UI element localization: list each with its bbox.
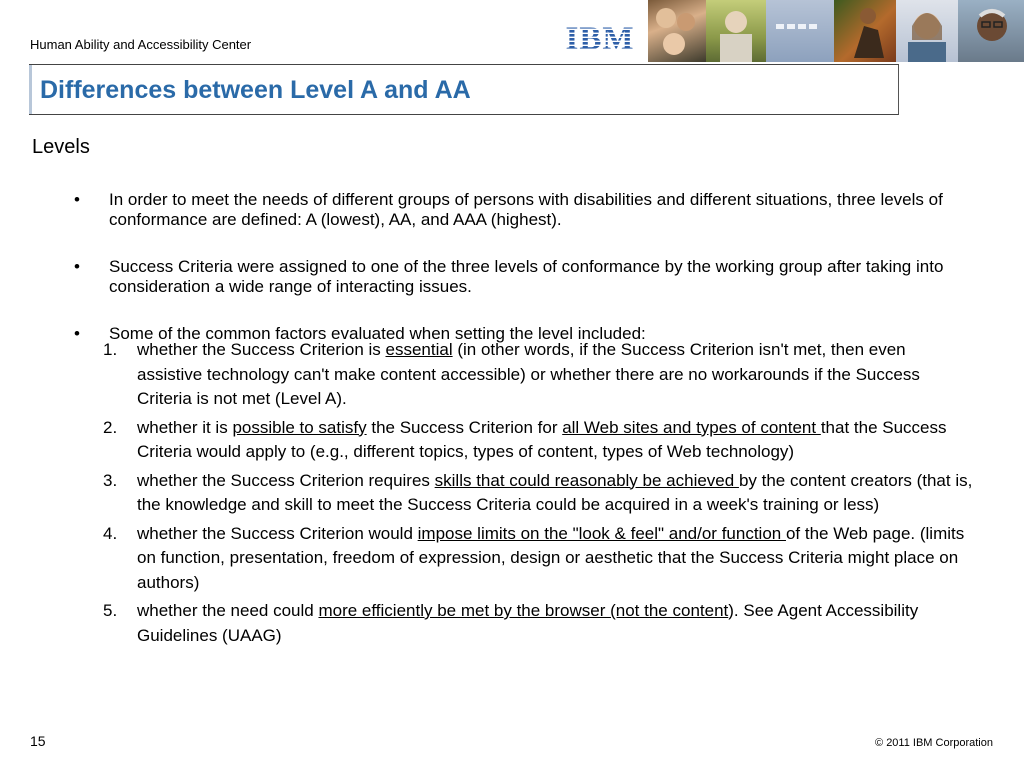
factor-emphasis: possible to satisfy (232, 417, 367, 437)
factor-list (74, 338, 974, 648)
factor-item (74, 338, 974, 412)
factor-text: the Success Criterion for (366, 417, 563, 437)
section-heading: Levels (32, 136, 90, 158)
factor-text: whether the Success Criterion requires (137, 470, 435, 490)
page-title: Differences between Level A and AA (40, 76, 471, 104)
bullet-text: Success Criteria were assigned to one of the three levels of conformance by the working group after taking into consideration a wide range of interacting issues. (109, 257, 944, 296)
factor-number: 4. (103, 523, 118, 543)
factor-item (74, 522, 974, 596)
bullet-icon: • (74, 190, 80, 209)
title-box (29, 64, 899, 115)
photo-athlete (834, 0, 896, 62)
factor-emphasis: skills that could reasonably be achieved (434, 470, 739, 490)
photo-elderly-man-glasses (958, 0, 1024, 62)
page-number: 15 (30, 733, 46, 749)
bullet-item (74, 190, 974, 230)
factor-emphasis: more efficiently be met by the browser (not the content (318, 601, 729, 620)
factor-text: (in other words, if the Success Criterion isn't met, then even assistive technology can't make content accessible) or whether there are no workarounds if the Success Criteria is not met (Level A). (137, 340, 920, 408)
factor-number: 5. (103, 601, 118, 620)
factor-item (74, 469, 974, 518)
photo-woman (896, 0, 958, 62)
photo-elderly-man (706, 0, 766, 62)
slide-content (74, 190, 974, 652)
factor-text: ). See Agent Accessibility Guidelines (UAAG) (137, 601, 919, 645)
bullet-item (74, 257, 974, 297)
factor-item (74, 599, 974, 648)
factor-emphasis: impose limits on the "look & feel" and/or function (417, 523, 786, 543)
factor-text: of the Web page. (limits on function, presentation, freedom of expression, design or aesthetic that the Success Criteria might place on authors) (137, 523, 965, 592)
bullet-icon: • (74, 324, 80, 343)
factor-text: whether it is (137, 417, 233, 437)
factor-emphasis: all Web sites and types of content (562, 417, 821, 437)
bullet-text: In order to meet the needs of different groups of persons with disabilities and different situations, three levels of conformance are defined: A (lowest), AA, and AAA (highest). (109, 190, 943, 229)
factor-text: whether the Success Criterion would (137, 523, 418, 543)
factor-number: 2. (103, 417, 118, 437)
header-photo-strip (648, 0, 1024, 62)
ibm-logo (566, 22, 634, 54)
bullet-text: Some of the common factors evaluated when setting the level included: (109, 324, 646, 343)
copyright: © 2011 IBM Corporation (875, 737, 993, 749)
photo-family (648, 0, 706, 62)
factor-item (74, 416, 974, 465)
factor-text: whether the need could (137, 601, 319, 620)
bullet-icon: • (74, 257, 80, 276)
factor-number: 1. (103, 340, 118, 359)
factor-text: that the Success Criteria would apply to (e.g., different topics, types of content, types of Web technology) (137, 417, 947, 461)
factor-text: whether the Success Criterion is (137, 340, 386, 359)
factor-number: 3. (103, 470, 118, 490)
header-center-name: Human Ability and Accessibility Center (30, 37, 252, 52)
factor-emphasis: essential (385, 340, 453, 359)
factor-text: by the content creators (that is, the knowledge and skill to meet the Success Criteria could be acquired in a week's training or less) (137, 470, 973, 514)
photo-keyboard (766, 0, 834, 62)
svg-text:IBM: IBM (566, 22, 634, 54)
